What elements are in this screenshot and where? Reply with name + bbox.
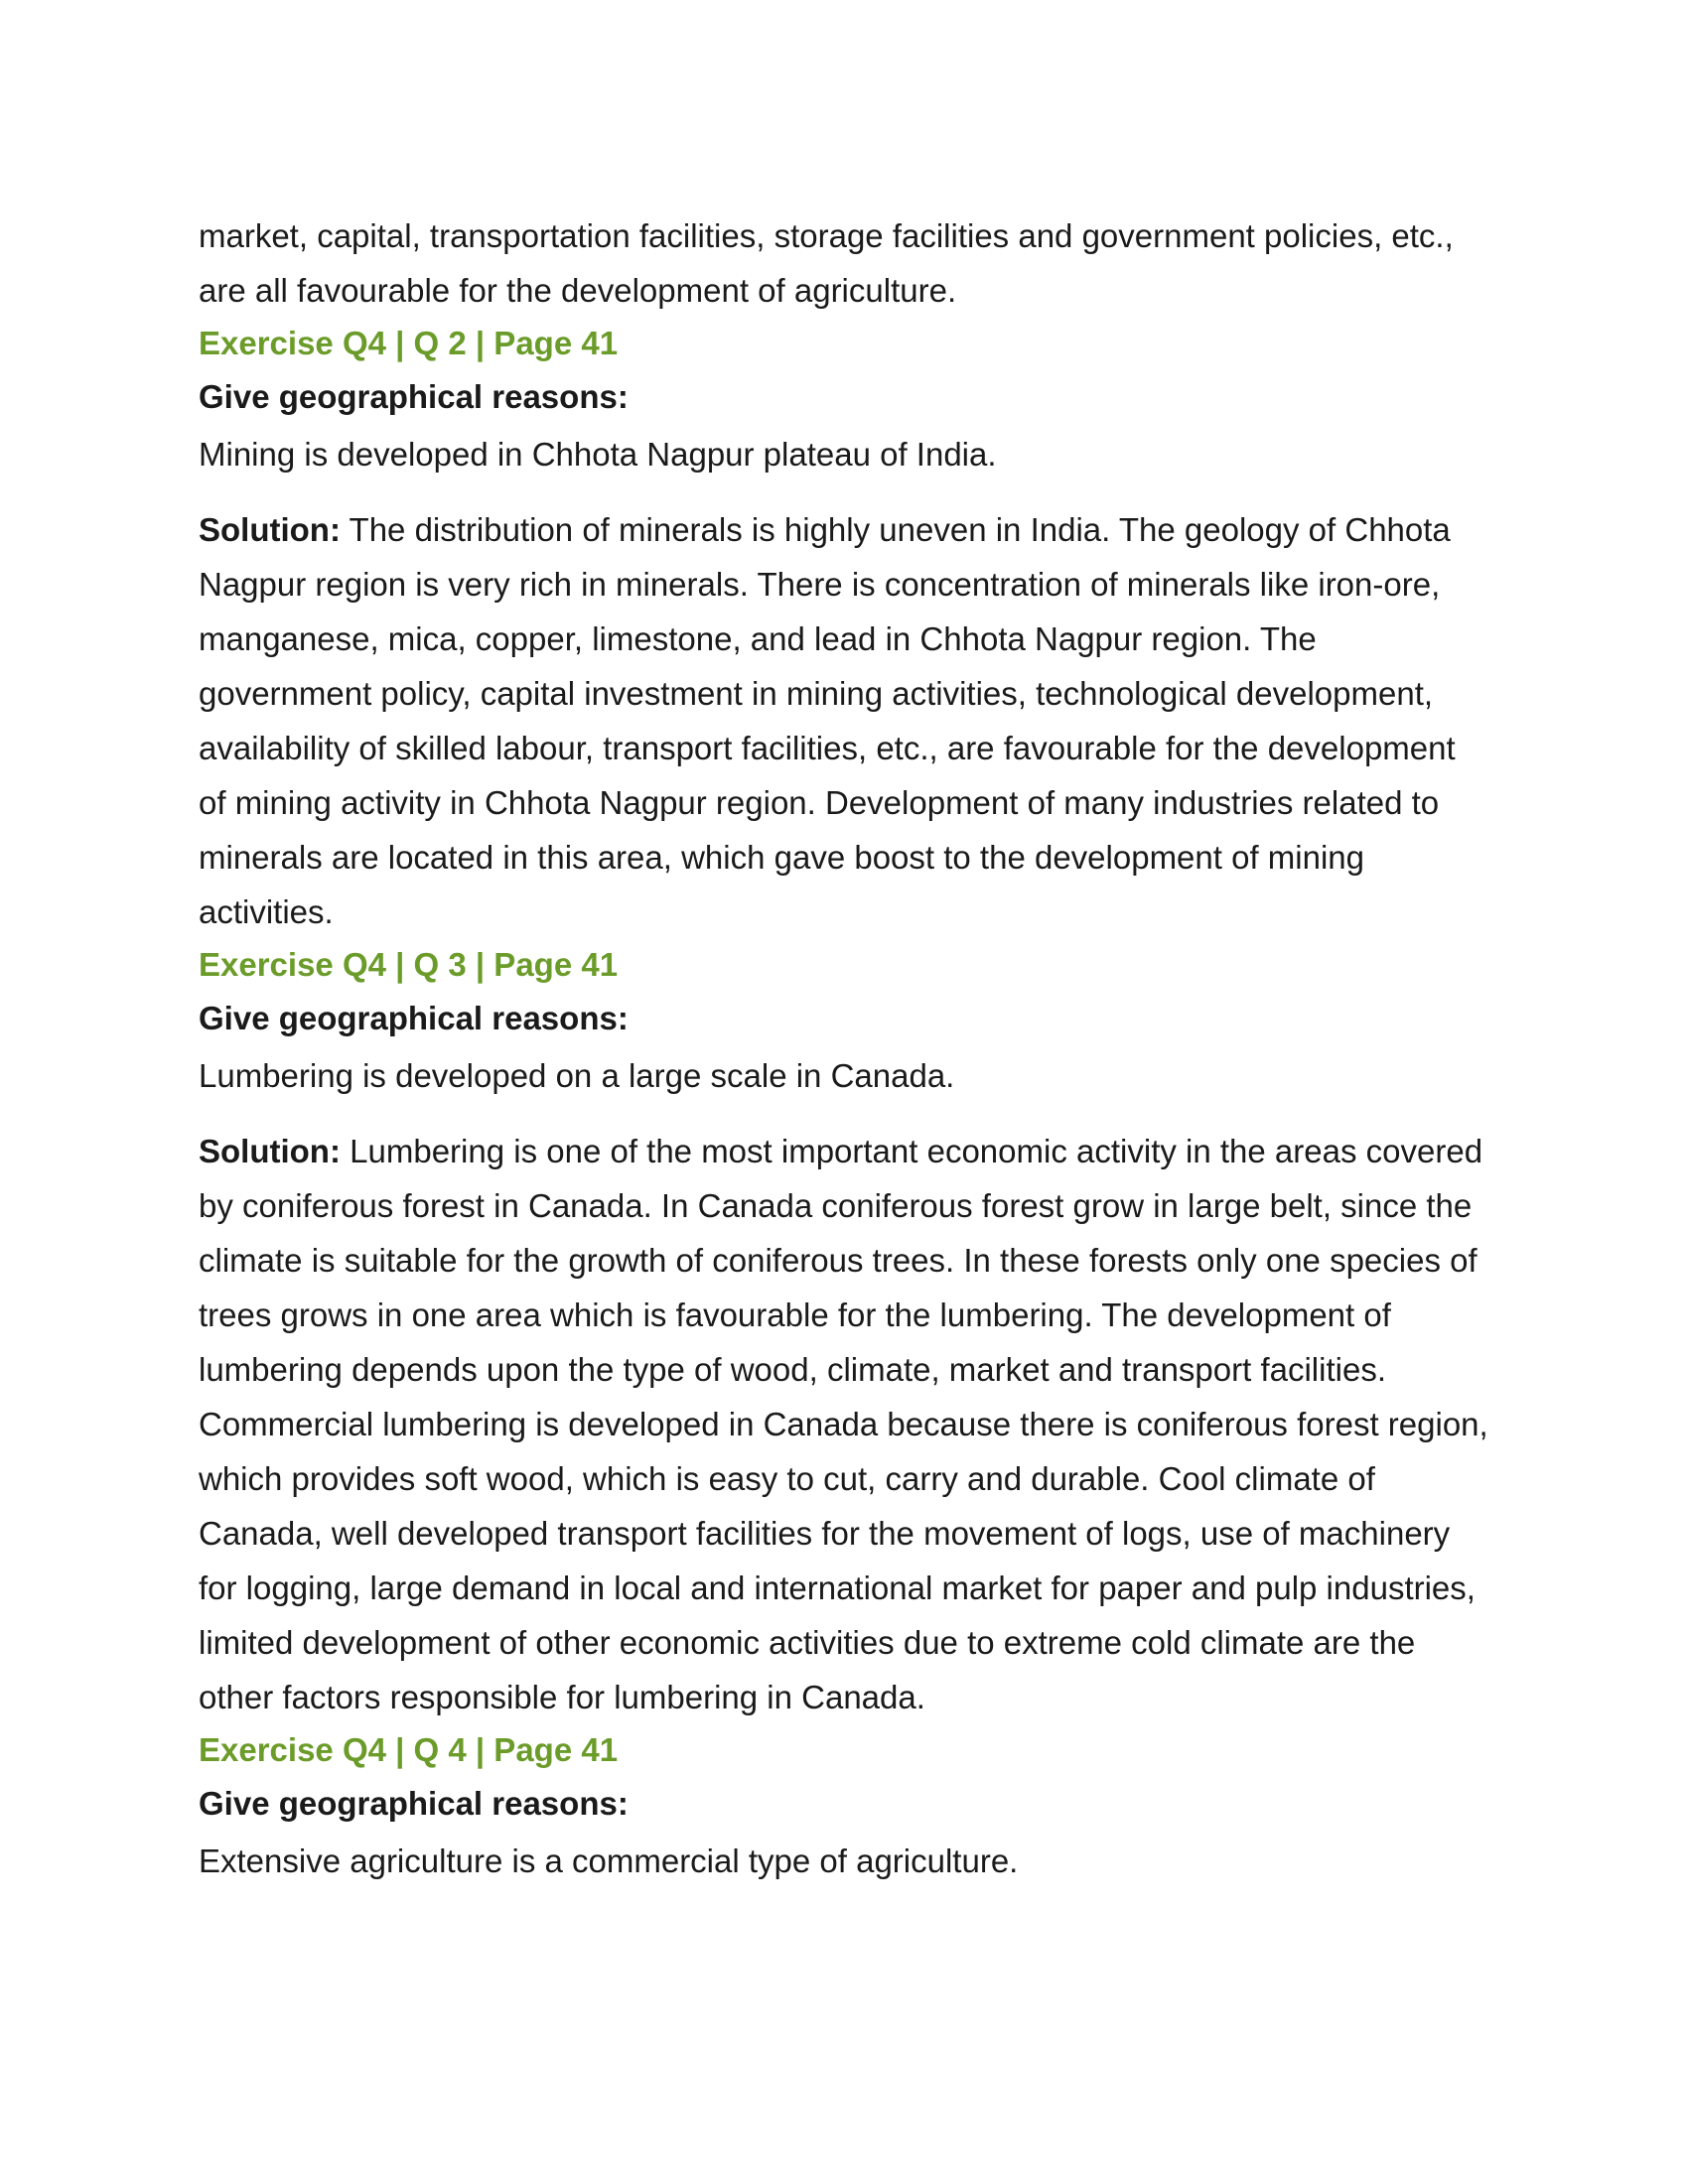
page-content — [199, 208, 1489, 1909]
exercise-reference-q3: Exercise Q4 | Q 3 | Page 41 — [199, 946, 619, 983]
intro-paragraph: market, capital, transportation facilities, storage facilities and government policies, etc., are all favourable for the development of agriculture. — [199, 217, 1454, 309]
solution-paragraph-q2 — [199, 502, 1489, 939]
question-statement-q2: Mining is developed in Chhota Nagpur plateau of India. — [199, 436, 997, 473]
exercise-reference-q2: Exercise Q4 | Q 2 | Page 41 — [199, 325, 619, 361]
solution-label: Solution: — [199, 1133, 341, 1169]
question-prompt-q3: Give geographical reasons: — [199, 1000, 629, 1036]
solution-text-q2: The distribution of minerals is highly uneven in India. The geology of Chhota Nagpur region is very rich in minerals. There is concentration of minerals like iron-ore, manganese, mica, copper, limestone, and lead in Chhota Nagpur region. The government policy, capital investment in mining activities, technological development, availability of skilled labour, transport facilities, etc., are favourable for the development of mining activity in Chhota Nagpur region. Development of many industries related to minerals are located in this area, which gave boost to the development of mining activities. — [199, 511, 1456, 930]
question-statement-q4: Extensive agriculture is a commercial type of agriculture. — [199, 1843, 1019, 1879]
solution-paragraph-q3 — [199, 1124, 1489, 1724]
solution-text-q3: Lumbering is one of the most important economic activity in the areas covered by coniferous forest in Canada. In Canada coniferous forest grow in large belt, since the climate is suitable for the growth of coniferous trees. In these forests only one species of trees grows in one area which is favourable for the lumbering. The development of lumbering depends upon the type of wood, climate, market and transport facilities. Commercial lumbering is developed in Canada because there is coniferous forest region, which provides soft wood, which is easy to cut, carry and durable. Cool climate of Canada, well developed transport facilities for the movement of logs, use of machinery for logging, large demand in local and international market for paper and pulp industries, limited development of other economic activities due to extreme cold climate are the other factors responsible for lumbering in Canada. — [199, 1133, 1488, 1715]
question-prompt-q4: Give geographical reasons: — [199, 1785, 629, 1822]
exercise-reference-q4: Exercise Q4 | Q 4 | Page 41 — [199, 1731, 619, 1768]
question-prompt-q2: Give geographical reasons: — [199, 378, 629, 415]
question-statement-q3: Lumbering is developed on a large scale in Canada. — [199, 1057, 955, 1094]
solution-label: Solution: — [199, 511, 341, 548]
